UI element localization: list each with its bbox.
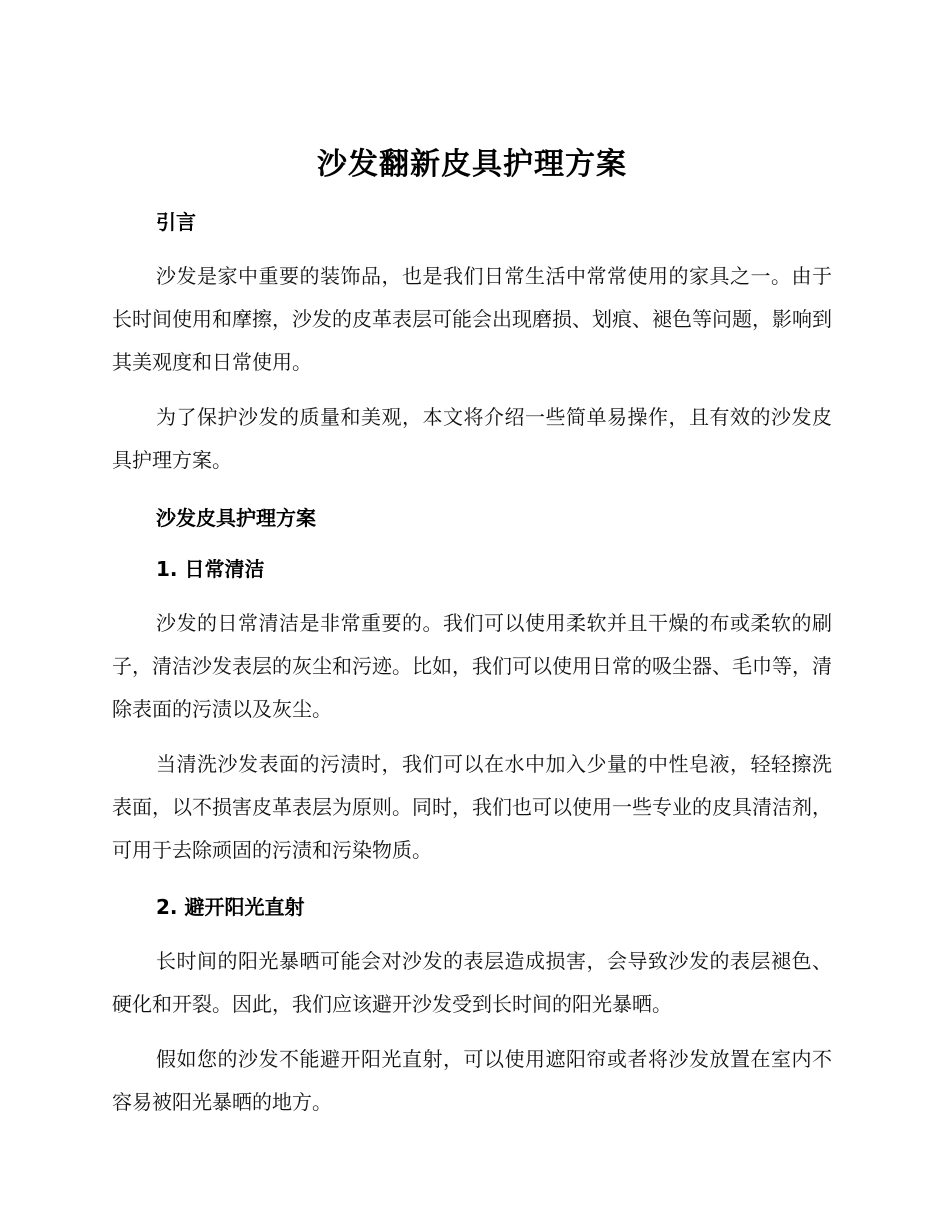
paragraph-sunlight-1: 长时间的阳光暴晒可能会对沙发的表层造成损害，会导致沙发的表层褪色、硬化和开裂。因此，我们应该避开沙发受到长时间的阳光暴晒。 [112, 949, 832, 1016]
heading-care-plan: 沙发皮具护理方案 [156, 506, 316, 530]
document-body [112, 145, 832, 1124]
paragraph-cleaning-1: 沙发的日常清洁是非常重要的。我们可以使用柔软并且干燥的布或柔软的刷子，清洁沙发表层的灰尘和污迹。比如，我们可以使用日常的吸尘器、毛巾等，清除表面的污渍以及灰尘。 [112, 611, 832, 721]
paragraph-sunlight-2: 假如您的沙发不能避开阳光直射，可以使用遮阳帘或者将沙发放置在室内不容易被阳光暴晒的地方。 [112, 1047, 832, 1114]
paragraph-intro-2: 为了保护沙发的质量和美观，本文将介绍一些简单易操作，且有效的沙发皮具护理方案。 [112, 405, 832, 472]
paragraph-intro-1: 沙发是家中重要的装饰品，也是我们日常生活中常常使用的家具之一。由于长时间使用和摩擦，沙发的皮革表层可能会出现磨损、划痕、褪色等问题，影响到其美观度和日常使用。 [112, 264, 832, 374]
paragraph-cleaning-2: 当清洗沙发表面的污渍时，我们可以在水中加入少量的中性皂液，轻轻擦洗表面，以不损害皮革表层为原则。同时，我们也可以使用一些专业的皮具清洁剂，可用于去除顽固的污渍和污染物质。 [112, 752, 832, 862]
heading-daily-cleaning: 1. 日常清洁 [156, 557, 265, 581]
heading-intro: 引言 [156, 210, 196, 234]
heading-avoid-sunlight: 2. 避开阳光直射 [156, 895, 305, 919]
document-title: 沙发翻新皮具护理方案 [317, 147, 627, 182]
